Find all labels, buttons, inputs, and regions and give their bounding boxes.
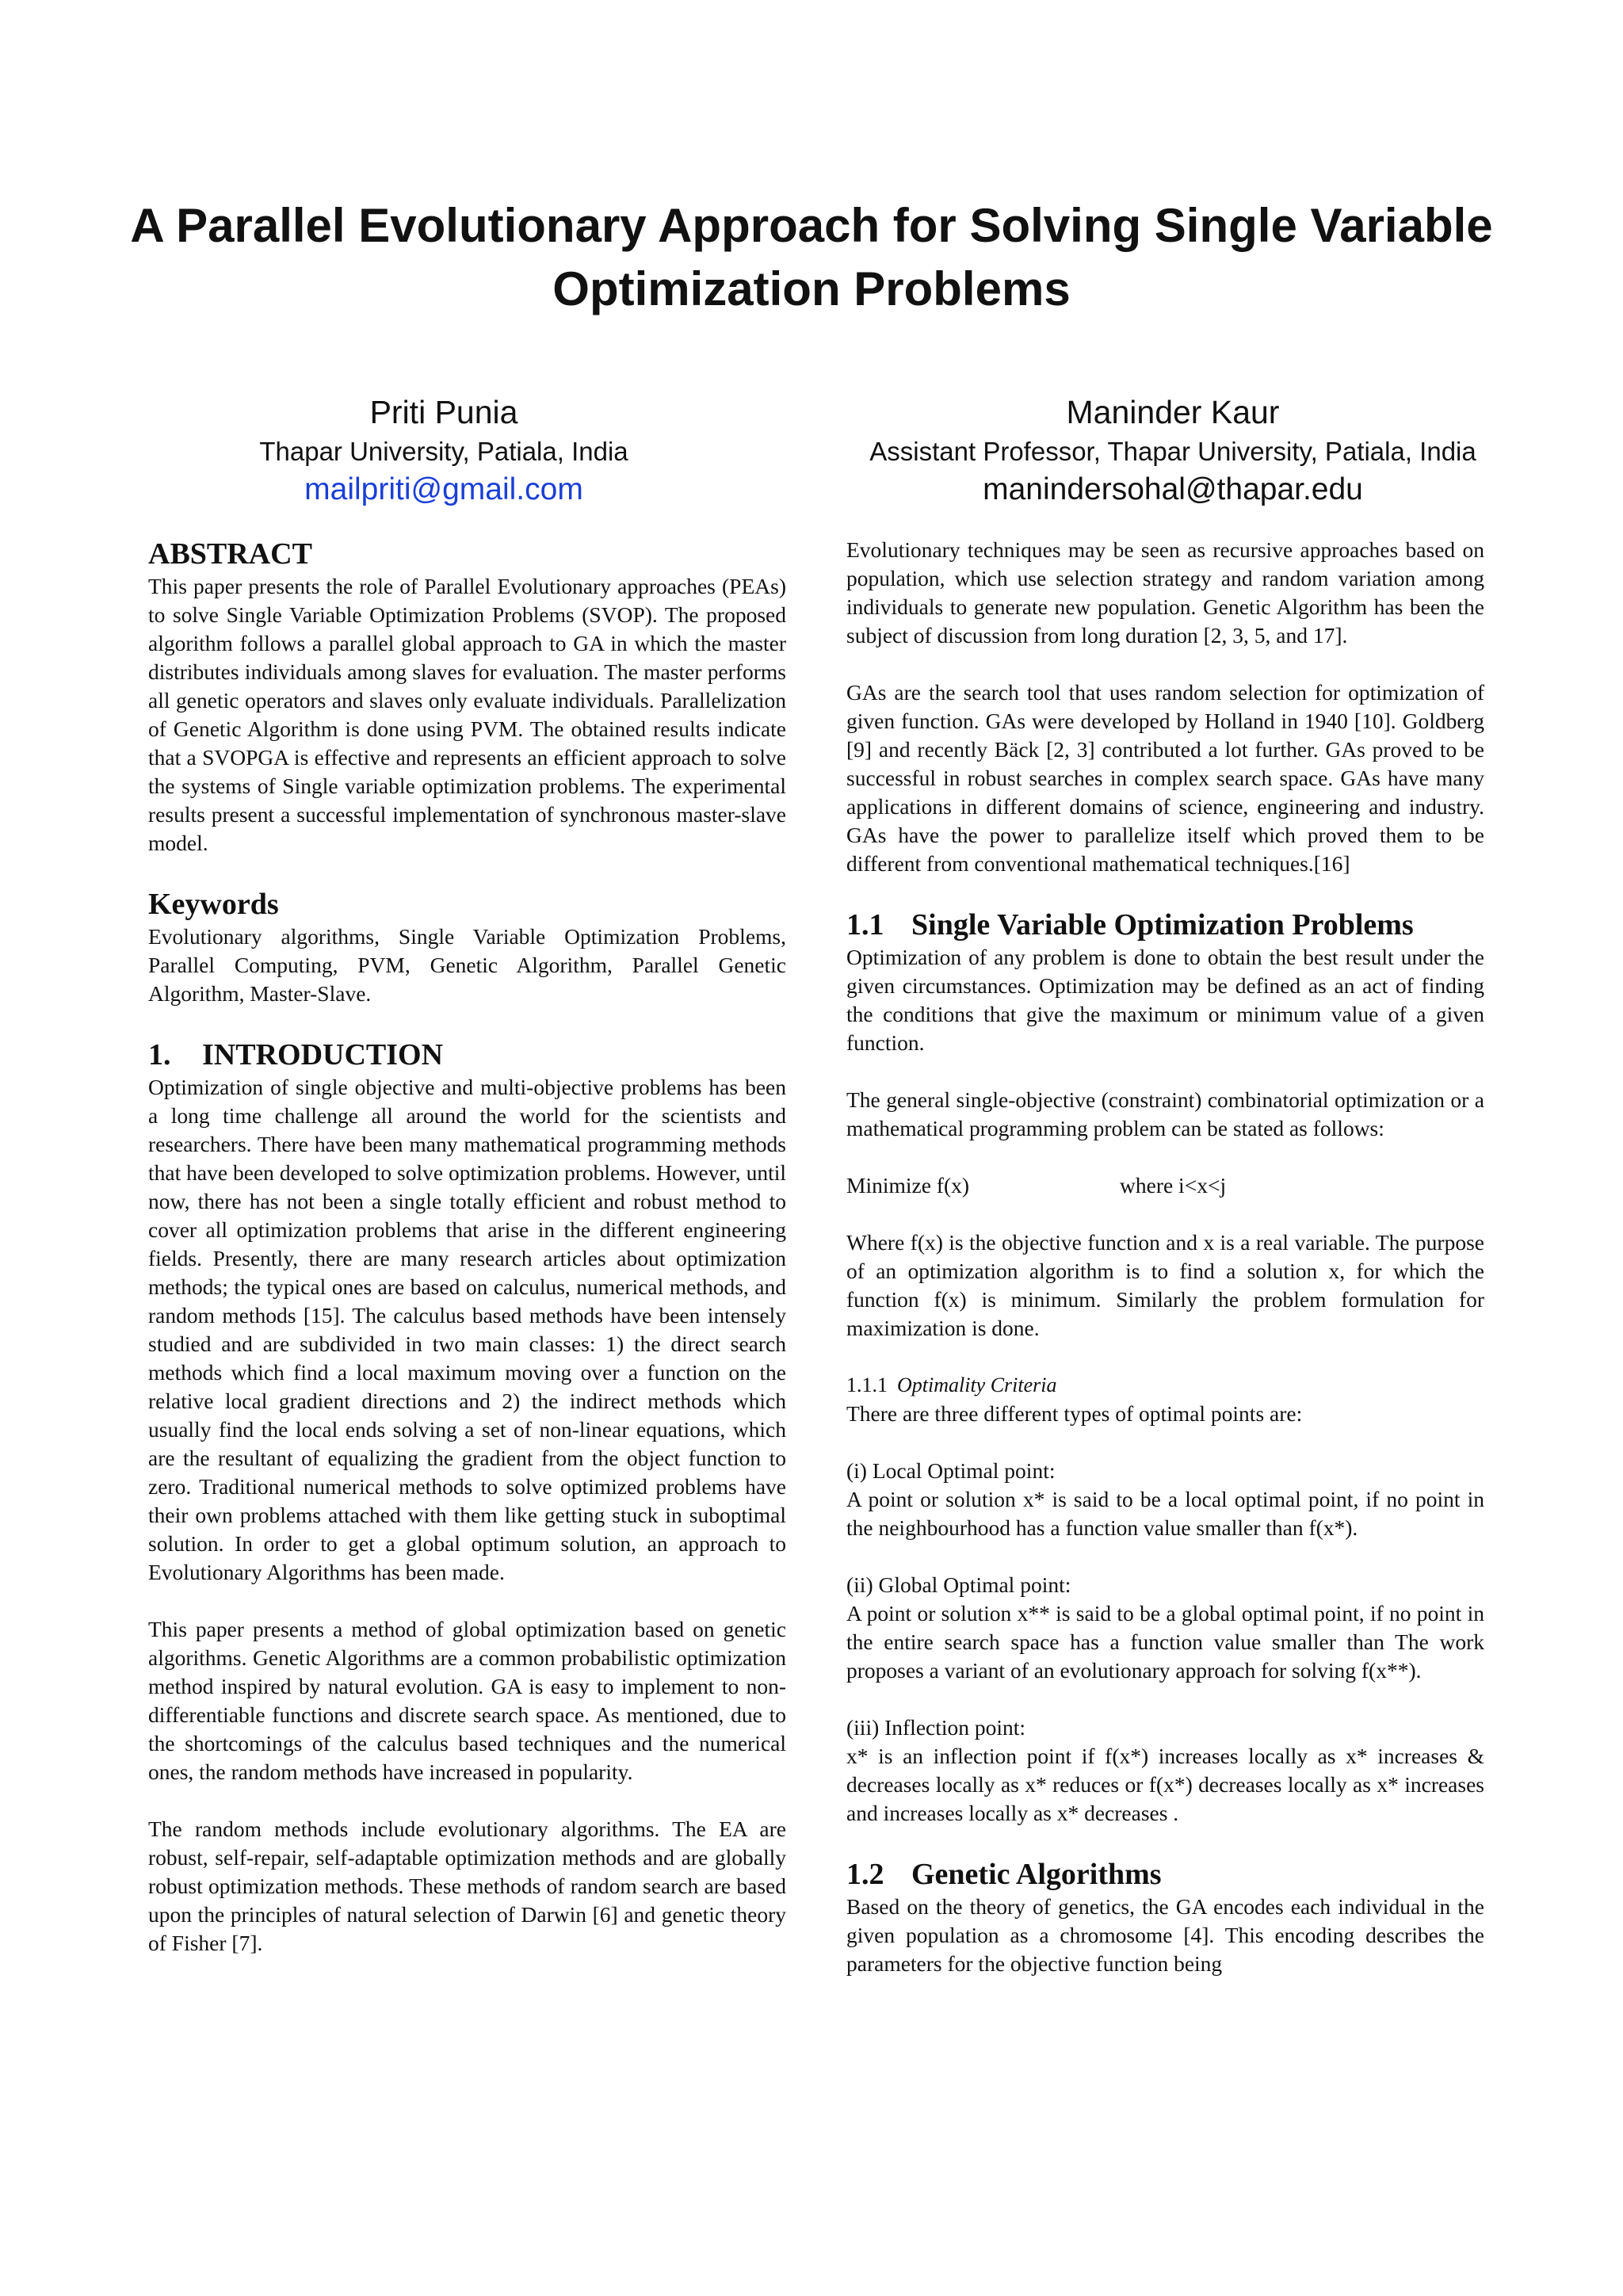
- keywords-heading: Keywords: [148, 888, 279, 921]
- left-column: [148, 536, 786, 1986]
- equation-constraint: where i<x<j: [1120, 1173, 1227, 1198]
- section-1-2-heading: [846, 1856, 1484, 1893]
- criteria-label: (ii) Global Optimal point:: [846, 1572, 1071, 1597]
- intro-continued-paragraph: GAs are the search tool that uses random selection for optimization of given function. GAs were developed by Holland in 1940 [10]. Goldberg [9] and recently Bäck [2, 3] contributed a lot further. GAs proved to be successful in robust searches in complex search space. GAs have many applications in different domains of science, engineering and industry. GAs have the power to parallelize itself which proved them to be different from conventional mathematical techniques.[16]: [846, 680, 1484, 876]
- author-block-1: [206, 391, 682, 510]
- criteria-label: (iii) Inflection point:: [846, 1715, 1026, 1740]
- intro-continued-paragraph: Evolutionary techniques may be seen as recursive approaches based on population, which use selection strategy and random variation among individuals to generate new population. Genetic Algorithm has been the subject of discussion from long duration [2, 3, 5, and 17].: [846, 537, 1484, 648]
- subsection-title: Optimality Criteria: [897, 1373, 1057, 1396]
- author-affiliation: Assistant Professor, Thapar University, Patiala, India: [869, 437, 1476, 466]
- section-title: Genetic Algorithms: [911, 1858, 1162, 1891]
- author-email-link[interactable]: mailpriti@gmail.com: [304, 472, 583, 506]
- equation-line: [846, 1171, 1484, 1200]
- author-block-2: [816, 391, 1529, 510]
- keywords-text: Evolutionary algorithms, Single Variable Optimization Problems, Parallel Computing, PVM, Genetic Algorithm, Parallel Genetic Algorithm, Master-Slave.: [148, 924, 786, 1006]
- criteria-label: (i) Local Optimal point:: [846, 1458, 1056, 1483]
- section-title: Single Variable Optimization Problems: [911, 908, 1414, 942]
- subsection-number: 1.1.1: [846, 1373, 888, 1396]
- paper-title: A Parallel Evolutionary Approach for Solving Single Variable Optimization Problems: [130, 199, 1493, 315]
- introduction-heading: [148, 1037, 786, 1073]
- section-paragraph: Based on the theory of genetics, the GA encodes each individual in the given population as a chromosome [4]. This encoding describes the parameters for the objective function being: [846, 1894, 1484, 1976]
- equation-objective: Minimize f(x): [846, 1173, 970, 1198]
- author-name: Maninder Kaur: [1066, 394, 1280, 430]
- section-paragraph: The general single-objective (constraint) combinatorial optimization or a mathematical programming problem can be stated as follows:: [846, 1087, 1484, 1140]
- section-title: INTRODUCTION: [202, 1038, 444, 1072]
- abstract-heading: ABSTRACT: [148, 537, 312, 571]
- subsection-intro: There are three different types of optimal points are:: [846, 1401, 1303, 1426]
- intro-paragraph: This paper presents a method of global optimization based on genetic algorithms. Genetic Algorithms are a common probabilistic optimization method inspired by natural evolution. GA is easy to implement to non-differentiable functions and discrete search space. As mentioned, due to the shortcomings of the calculus based techniques and the numerical ones, the random methods have increased in popularity.: [148, 1617, 786, 1784]
- criteria-text: A point or solution x* is said to be a local optimal point, if no point in the neighbourhood has a function value smaller than f(x*).: [846, 1487, 1484, 1540]
- abstract-text: This paper presents the role of Parallel Evolutionary approaches (PEAs) to solve Single Variable Optimization Problems (SVOP). The proposed algorithm follows a parallel global approach to GA in which the master distributes individuals among slaves for evaluation. The master performs all genetic operators and slaves only evaluate individuals. Parallelization of Genetic Algorithm is done using PVM. The obtained results indicate that a SVOPGA is effective and represents an efficient approach to solve the systems of Single variable optimization problems. The experimental results present a successful implementation of synchronous master-slave model.: [148, 574, 786, 855]
- author-name: Priti Punia: [369, 394, 518, 430]
- criteria-text: x* is an inflection point if f(x*) increases locally as x* increases & decreases locally as x* reduces or f(x*) decreases locally as x* increases and increases locally as x* decreases .: [846, 1744, 1484, 1825]
- section-1-1-heading: [846, 907, 1484, 943]
- subsection-1-1-1-heading: [846, 1371, 1484, 1400]
- author-email: manindersohal@thapar.edu: [983, 472, 1363, 506]
- section-paragraph: Where f(x) is the objective function and x is a real variable. The purpose of an optimization algorithm is to find a solution x, for which the function f(x) is minimum. Similarly the problem formulation for maximization is done.: [846, 1230, 1484, 1340]
- section-paragraph: Optimization of any problem is done to obtain the best result under the given circumstances. Optimization may be defined as an act of finding the conditions that give the maximum or minimum value of a given function.: [846, 945, 1484, 1055]
- right-column: [846, 536, 1484, 2007]
- intro-paragraph: The random methods include evolutionary algorithms. The EA are robust, self-repair, self-adaptable optimization methods and are globally robust optimization methods. These methods of random search are based upon the principles of natural selection of Darwin [6] and genetic theory of Fisher [7].: [148, 1817, 786, 1955]
- author-affiliation: Thapar University, Patiala, India: [259, 437, 628, 466]
- criteria-text: A point or solution x** is said to be a global optimal point, if no point in the entire search space has a function value smaller than The work proposes a variant of an evolutionary approach for solving f(x**).: [846, 1601, 1484, 1683]
- section-number: 1.2: [846, 1858, 884, 1891]
- section-number: 1.1: [846, 908, 884, 942]
- intro-paragraph: Optimization of single objective and multi-objective problems has been a long time challenge all around the world for the scientists and researchers. There have been many mathematical programming methods that have been developed to solve optimization problems. However, until now, there has not been a single totally efficient and robust method to cover all optimization problems that arise in the different engineering fields. Presently, there are many research articles about optimization methods; the typical ones are based on calculus, numerical methods, and random methods [15]. The calculus based methods have been intensely studied and are subdivided in two main classes: 1) the direct search methods which find a local maximum moving over a function on the relative local gradient directions and 2) the indirect methods which usually find the local ends solving a set of non-linear equations, which are the resultant of equalizing the gradient from the object function to zero. Traditional numerical methods to solve optimized problems have their own problems attached with them like getting stuck in suboptimal solution. In order to get a global optimum solution, an approach to Evolutionary Algorithms has been made.: [148, 1075, 786, 1584]
- section-number: 1.: [148, 1038, 171, 1072]
